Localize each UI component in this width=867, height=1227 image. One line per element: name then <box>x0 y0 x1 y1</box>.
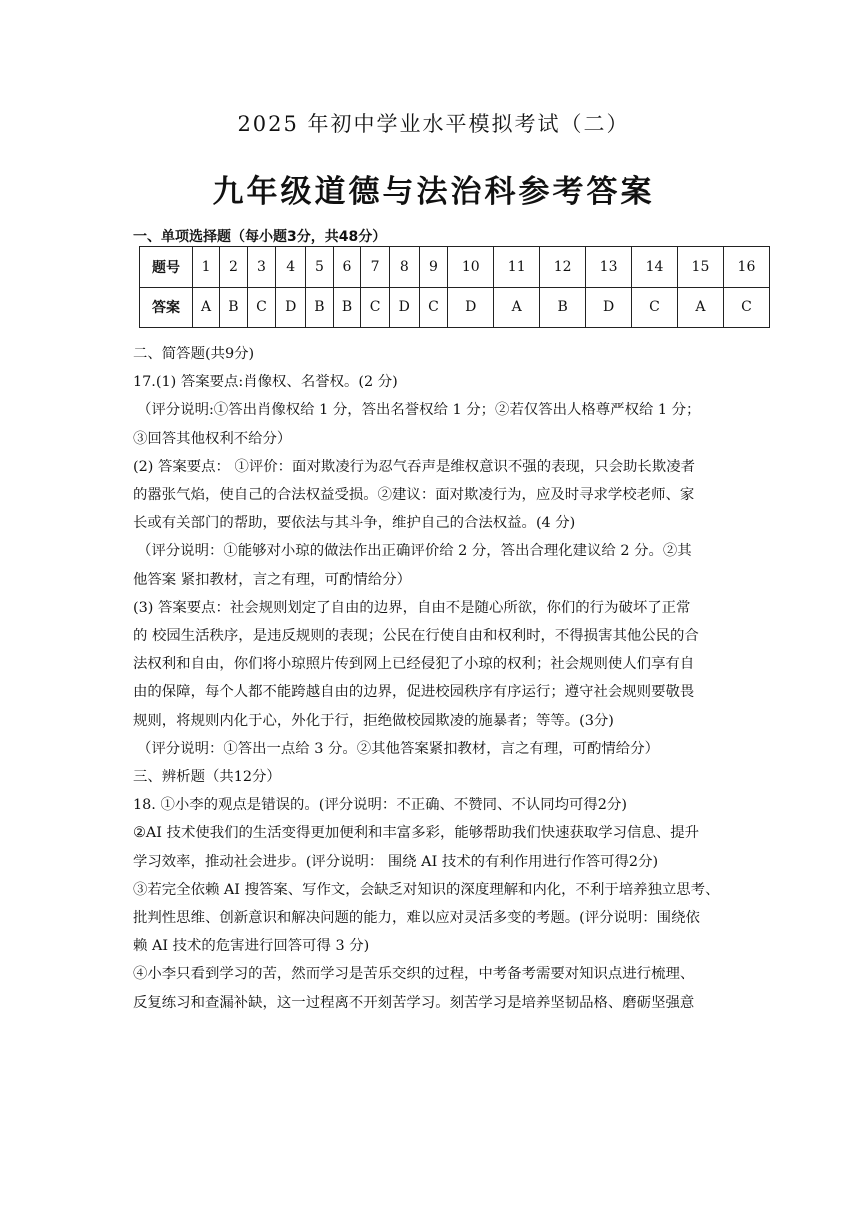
answer-cell: D <box>276 287 306 328</box>
text-line: 学习效率，推动社会进步。(评分说明： 围绕 AI 技术的有利作用进行作答可得2分) <box>133 853 659 870</box>
answer-cell: C <box>361 287 390 328</box>
section-heading-multiple-choice: 一、单项选择题（每小题3分，共48分） <box>133 229 387 245</box>
row-label-answer: 答案 <box>140 287 193 328</box>
text-line: 批判性思维、创新意识和解决问题的能力，难以应对灵活多变的考题。(评分说明：围绕依 <box>133 910 700 927</box>
answer-cell: C <box>632 287 678 328</box>
answer-cell: B <box>220 287 248 328</box>
answer-cell: C <box>247 287 276 328</box>
answer-cell: C <box>419 287 448 328</box>
answer-row <box>140 287 770 328</box>
q17-part3-answer: (3) 答案要点：社会规则划定了自由的边界，自由不是随心所欲，你们的行为破坏了正常 <box>133 599 691 616</box>
answer-cell: D <box>586 287 632 328</box>
scoring-note: 他答案 紧扣教材，言之有理，可酌情给分） <box>133 571 411 588</box>
row-label-number: 题号 <box>140 247 193 288</box>
question-number: 12 <box>540 247 586 288</box>
question-number: 16 <box>723 247 769 288</box>
question-number: 2 <box>220 247 248 288</box>
text-line: ③若完全依赖 AI 搜答案、写作文，会缺乏对知识的深度理解和内化，不利于培养独立思考、 <box>133 881 720 898</box>
text-line: 反复练习和查漏补缺，这一过程离不开刻苦学习。刻苦学习是培养坚韧品格、磨砺坚强意 <box>133 994 695 1011</box>
text-line: 法权利和自由，你们将小琼照片传到网上已经侵犯了小琼的权利；社会规则使人们享有自 <box>133 656 695 673</box>
text-line: 规则，将规则内化于心，外化于行，拒绝做校园欺凌的施暴者；等等。(3分) <box>133 712 614 729</box>
section-heading-short-answer: 二、简答题(共9分) <box>133 346 255 362</box>
answer-cell: B <box>306 287 334 328</box>
answer-cell: C <box>723 287 769 328</box>
answer-cell: D <box>389 287 419 328</box>
question-number: 1 <box>193 247 220 288</box>
question-number: 4 <box>276 247 306 288</box>
answer-table <box>139 246 770 328</box>
text-line: 赖 AI 技术的危害进行回答可得 3 分) <box>133 938 370 955</box>
answer-cell: B <box>540 287 586 328</box>
question-number: 14 <box>632 247 678 288</box>
q17-part2-answer: (2) 答案要点： ①评价：面对欺凌行为忍气吞声是维权意识不强的表现，只会助长欺凌者 <box>133 458 695 475</box>
question-number-row <box>140 247 770 288</box>
answer-key-title: 九年级道德与法治科参考答案 <box>212 174 655 210</box>
text-line: 的 校园生活秩序，是违反规则的表现；公民在行使自由和权利时，不得损害其他公民的合 <box>133 628 699 645</box>
exam-title: 2025 年初中学业水平模拟考试（二） <box>237 112 630 136</box>
text-line: 的嚣张气焰，使自己的合法权益受损。②建议：面对欺凌行为，应及时寻求学校老师、家 <box>133 487 695 504</box>
question-number: 15 <box>677 247 723 288</box>
scoring-note: （评分说明:①答出肖像权给 1 分，答出名誉权给 1 分；②若仅答出人格尊严权给 1 分； <box>137 402 701 419</box>
section-heading-analysis: 三、辨析题（共12分） <box>133 769 281 786</box>
question-number: 11 <box>494 247 540 288</box>
answer-cell: B <box>333 287 361 328</box>
question-number: 7 <box>361 247 390 288</box>
text-line: 长或有关部门的帮助，要依法与其斗争，维护自己的合法权益。(4 分) <box>133 515 576 532</box>
text-line: ②AI 技术使我们的生活变得更加便利和丰富多彩，能够帮助我们快速获取学习信息、提升 <box>133 825 700 842</box>
question-number: 3 <box>247 247 276 288</box>
answer-cell: A <box>677 287 723 328</box>
question-number: 9 <box>419 247 448 288</box>
text-line: 由的保障，每个人都不能跨越自由的边界，促进校园秩序有序运行；遵守社会规则要敬畏 <box>133 684 695 701</box>
question-number: 5 <box>306 247 334 288</box>
question-number: 6 <box>333 247 361 288</box>
question-number: 8 <box>389 247 419 288</box>
scoring-note: （评分说明：①答出一点给 3 分。②其他答案紧扣教材，言之有理，可酌情给分） <box>137 740 659 757</box>
answer-cell: D <box>448 287 494 328</box>
question-number: 13 <box>586 247 632 288</box>
answer-cell: A <box>494 287 540 328</box>
answer-cell: A <box>193 287 220 328</box>
q18-answer: 18. ①小李的观点是错误的。(评分说明：不正确、不赞同、不认同均可得2分) <box>133 797 627 814</box>
scoring-note: ③回答其他权利不给分） <box>133 430 292 447</box>
question-number: 10 <box>448 247 494 288</box>
answer-content <box>133 340 743 1017</box>
q17-part1-answer: 17.(1) 答案要点:肖像权、名誉权。(2 分) <box>133 374 398 391</box>
scoring-note: （评分说明：①能够对小琼的做法作出正确评价给 2 分，答出合理化建议给 2 分。②其 <box>137 543 692 560</box>
text-line: ④小李只看到学习的苦，然而学习是苦乐交织的过程，中考备考需要对知识点进行梳理、 <box>133 966 695 983</box>
